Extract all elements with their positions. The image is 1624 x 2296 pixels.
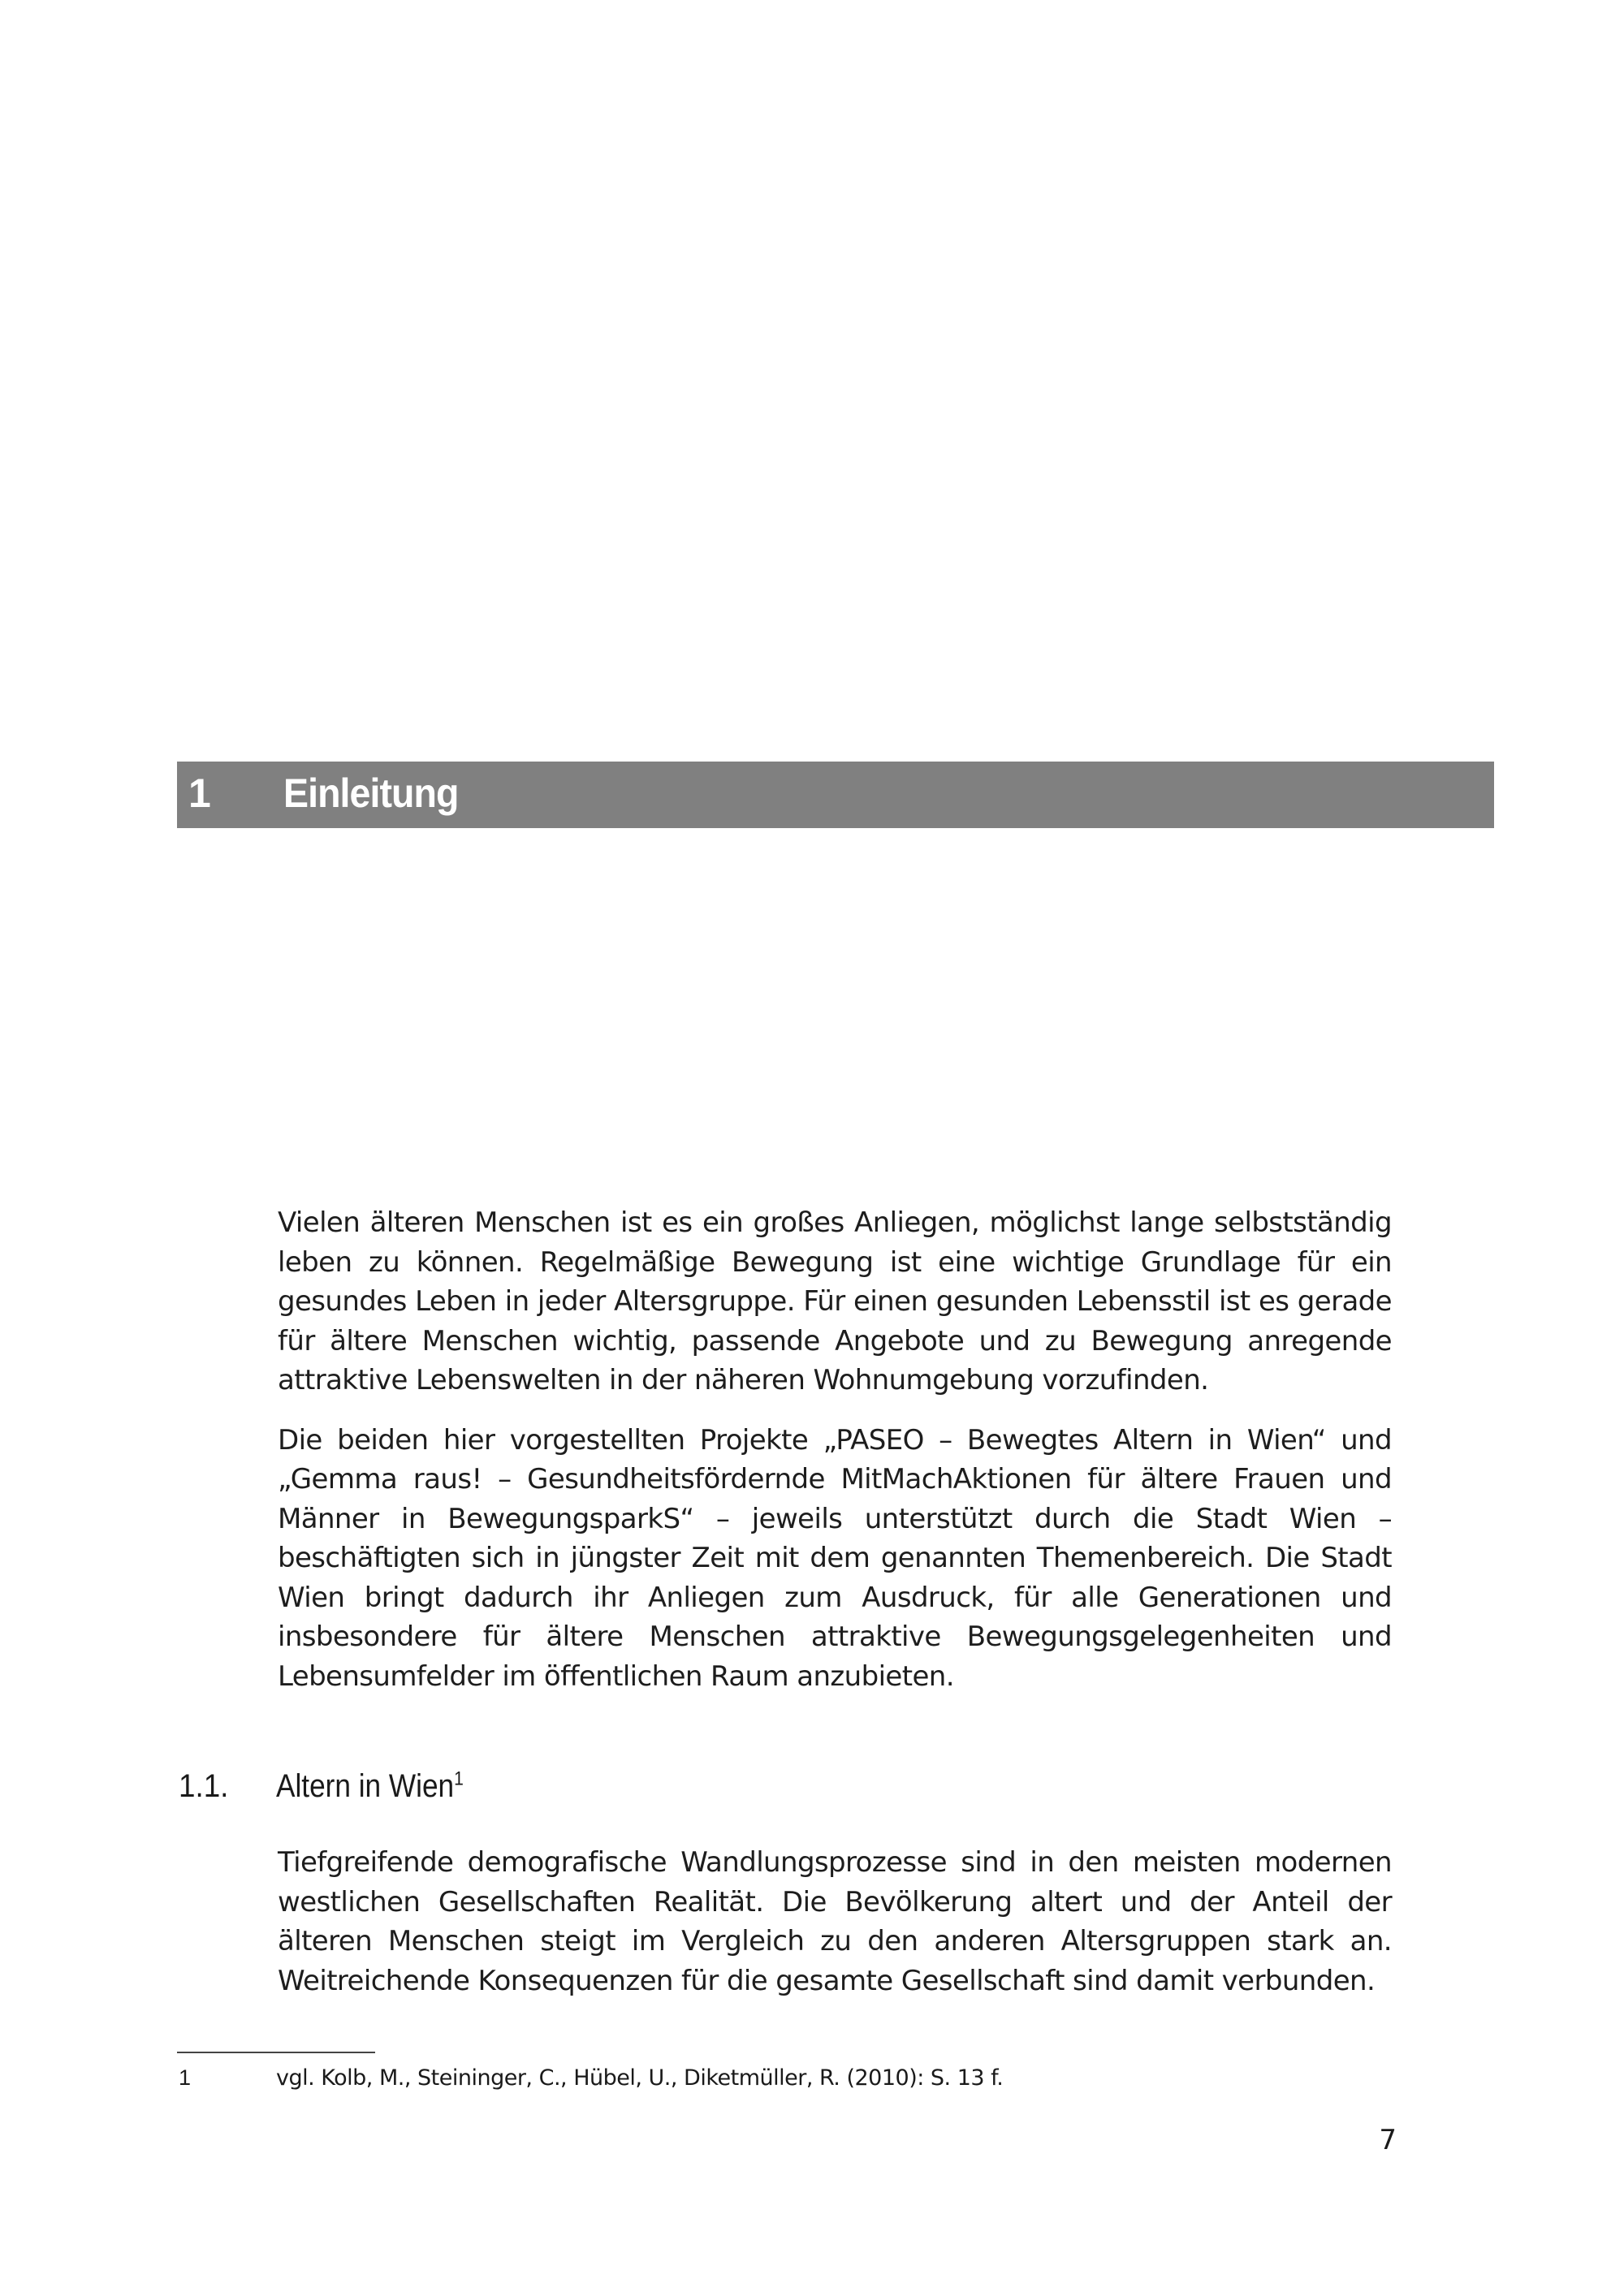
- page-number: 7: [1379, 2124, 1397, 2156]
- section-title-text: Altern in Wien: [276, 1768, 455, 1804]
- footnote-number: 1: [179, 2065, 192, 2090]
- footnote-divider: [177, 2052, 375, 2053]
- chapter-title: Einleitung: [283, 770, 459, 816]
- section-title: [276, 1768, 464, 1805]
- section-paragraph: Tiefgreifende demografische Wandlungsprozesse sind in den meisten modernen westlichen Gesellschaften Realität. Die Bevölkerung altert und der Anteil der älteren Menschen steigt im Vergleich zu den anderen Altersgruppen stark an. Weitreichende Konsequenzen für die gesamte Gesellschaft sind damit verbunden.: [278, 1846, 1392, 1997]
- footnote-text: vgl. Kolb, M., Steininger, C., Hübel, U., Diketmüller, R. (2010): S. 13 f.: [276, 2065, 1004, 2091]
- section-text: [278, 1843, 1392, 2021]
- chapter-heading-bar: [177, 762, 1494, 828]
- footnote-reference: 1: [454, 1767, 464, 1790]
- intro-paragraph-1: Vielen älteren Menschen ist es ein großes Anliegen, möglichst lange selbstständig leben zu können. Regelmäßige Bewegung ist eine wichtige Grundlage für ein gesundes Leben in jeder Altersgruppe. Für einen gesunden Lebensstil ist es gerade für ältere Menschen wichtig, passende Angebote und zu Bewegung anregende attraktive Lebenswelten in der näheren Wohnumgebung vorzufinden.: [278, 1206, 1392, 1396]
- chapter-number: 1: [188, 770, 210, 816]
- section-number: 1.1.: [179, 1768, 229, 1804]
- intro-text: [278, 1203, 1392, 1716]
- intro-paragraph-2: Die beiden hier vorgestellten Projekte „PASEO – Bewegtes Altern in Wien“ und „Gemma raus! – Gesundheitsfördernde MitMachAktionen für ältere Frauen und Männer in BewegungsparkS“ – jeweils unterstützt durch die Stadt Wien – beschäftigten sich in jüngster Zeit mit dem genannten Themenbereich. Die Stadt Wien bringt dadurch ihr Anliegen zum Ausdruck, für alle Generationen und insbesondere für ältere Menschen attraktive Bewegungsgelegenheiten und Lebensumfelder im öffentlichen Raum anzubieten.: [278, 1423, 1392, 1693]
